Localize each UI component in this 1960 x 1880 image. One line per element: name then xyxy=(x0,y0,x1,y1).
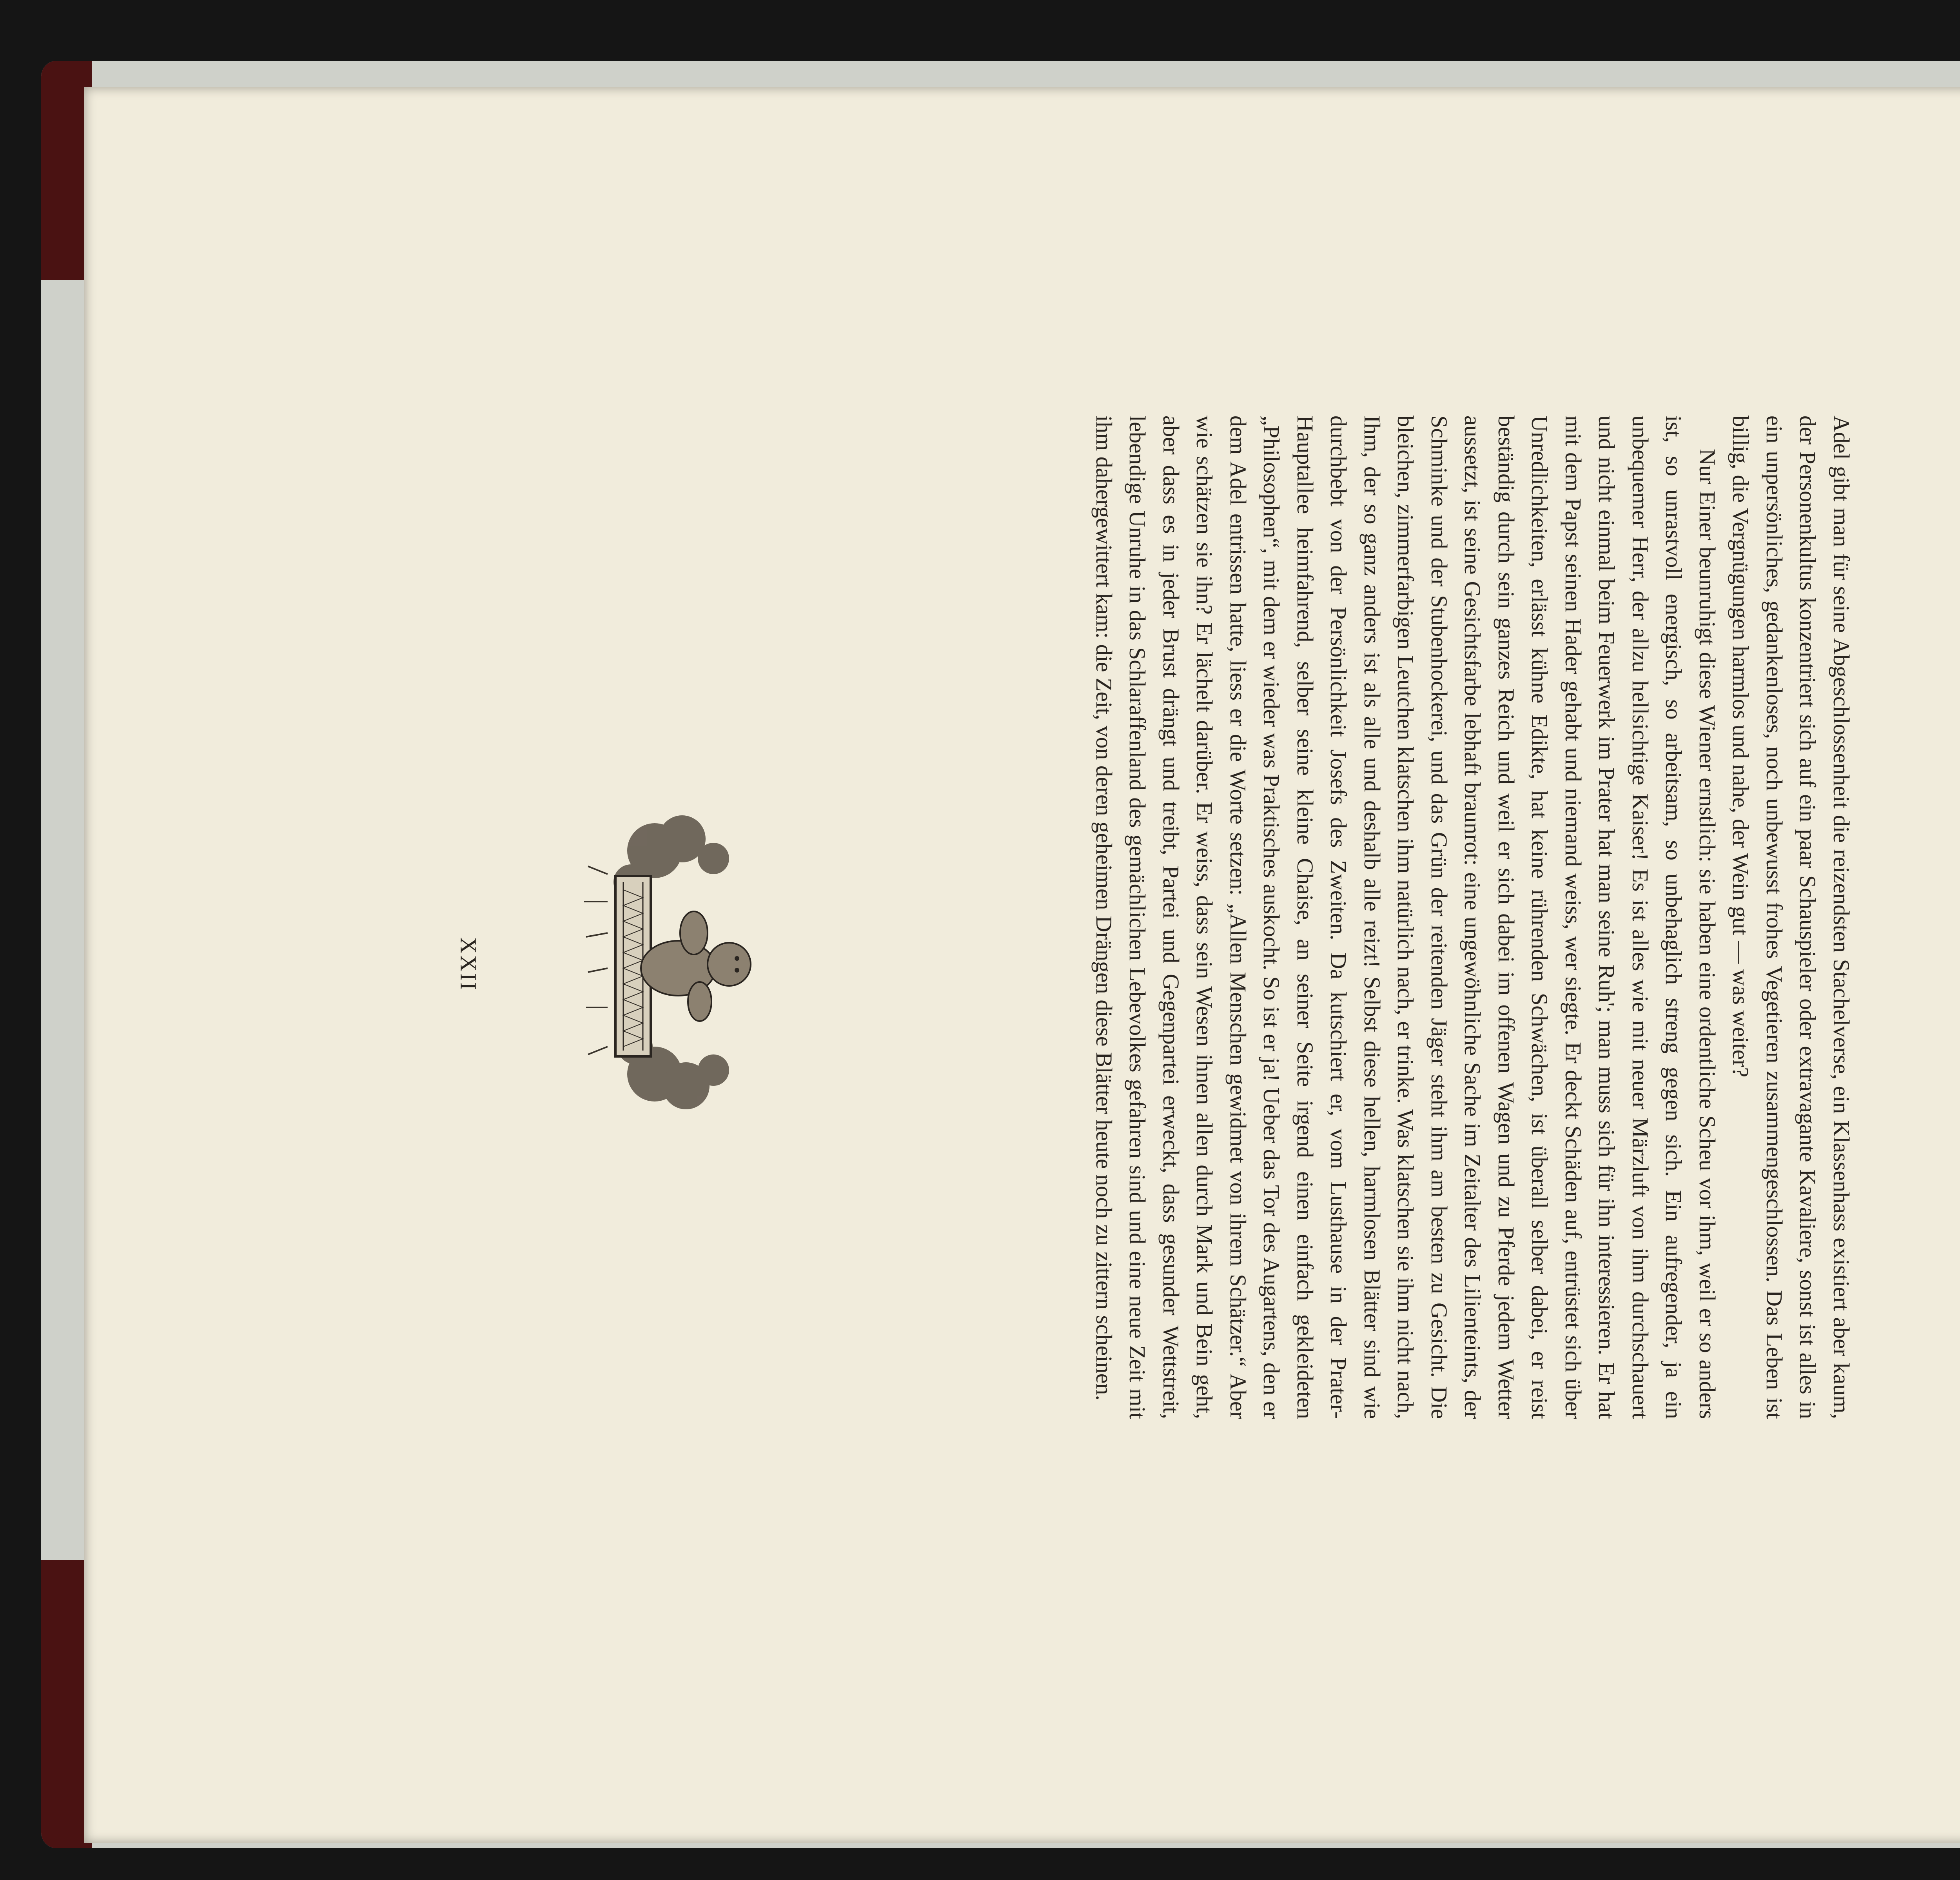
paragraph-1: Adel gibt man für seine Abgeschlossenheit die reizendsten Stachelverse, ein Klassenhass existiert aber kaum, der Personenkultus konzentriert sich auf ein paar Schauspieler oder extravagante Kavaliere, sonst ist alles in ein unpersönliches, gedankenloses, noch unbewusst frohes Vegetieren zusammengeschlossen. Das Leben ist billig, die Vergnügungen harmlos und nahe, der Wein gut — was weiter? xyxy=(1728,416,1854,1419)
cherub-vignette xyxy=(564,804,800,1125)
page-number: XXII xyxy=(456,937,481,992)
paragraph-2: Nur Einer beunruhigt diese Wiener ernstlich: sie haben eine ordentliche Scheu vor ihm, weil er so anders ist, so unrastvoll energisch, so arbeitsam, so unbehaglich streng gegen sich. Ein aufregender, ja ein unbequemer Herr, der allzu hellsichtige Kaiser! Es ist alles wie mit neuer Märzluft von ihm durchschauert und nicht einmal beim Feuerwerk im Prater hat man seine Ruh'; man muss sich für ihn interessieren. Er hat mit dem Papst seinen Hader gehabt und niemand weiss, wer siegte. Er deckt Schäden auf, entrüstet sich über Unredlichkeiten, erlässt kühne Edikte, hat keine rührenden Schwächen, ist überall selber dabei, er reist beständig durch sein ganzes Reich und weil er sich dabei im offenen Wagen und zu Pferde jedem Wetter aussetzt, ist seine Gesichtsfarbe lebhaft braunrot: eine ungewöhnliche Sache im Zeitalter des Lilienteints, der Schminke und der Stubenhockerei, und das Grün der reitenden Jäger steht ihm am besten zu Gesicht. Die bleichen, zimmerfarbigen Leutchen klatschen ihm natürlich nach, er trinke. Was klatschen sie ihm nicht nach, Ihm, der so ganz anders ist als alle und deshalb alle reizt! Selbst diese hellen, harmlosen Blätter sind wie durchbebt von der Persönlichkeit Josefs des Zweiten. Da kutschiert er, vom Lusthause in der Prater-Hauptallee heimfahrend, selber seine kleine Chaise, an seiner Seite irgend einen einfach gekleideten „Philosophen“, mit dem er wieder was Praktisches auskocht. So ist er ja! Ueber das Tor des Augartens, den er dem Adel entrissen hatte, liess er die Worte setzen: „Allen Menschen gewidmet von ihrem Schätzer.“ Aber wie schätzen sie ihn? Er lächelt darüber. Er weiss, dass sein Wesen ihnen allen durch Mark und Bein geht, aber dass es in jeder Brust drängt und treibt, Partei und Gegenpartei erweckt, dass gesunder Wettstreit, lebendige Unruhe in das Schlaraffenland des gemächlichen Lebevolkes gefahren sind und eine neue Zeit mit ihm dahergewittert kam: die Zeit, von deren geheimen Drängen diese Blätter heute noch zu zittern scheinen. xyxy=(1091,416,1720,1419)
page-text xyxy=(866,416,1858,1419)
